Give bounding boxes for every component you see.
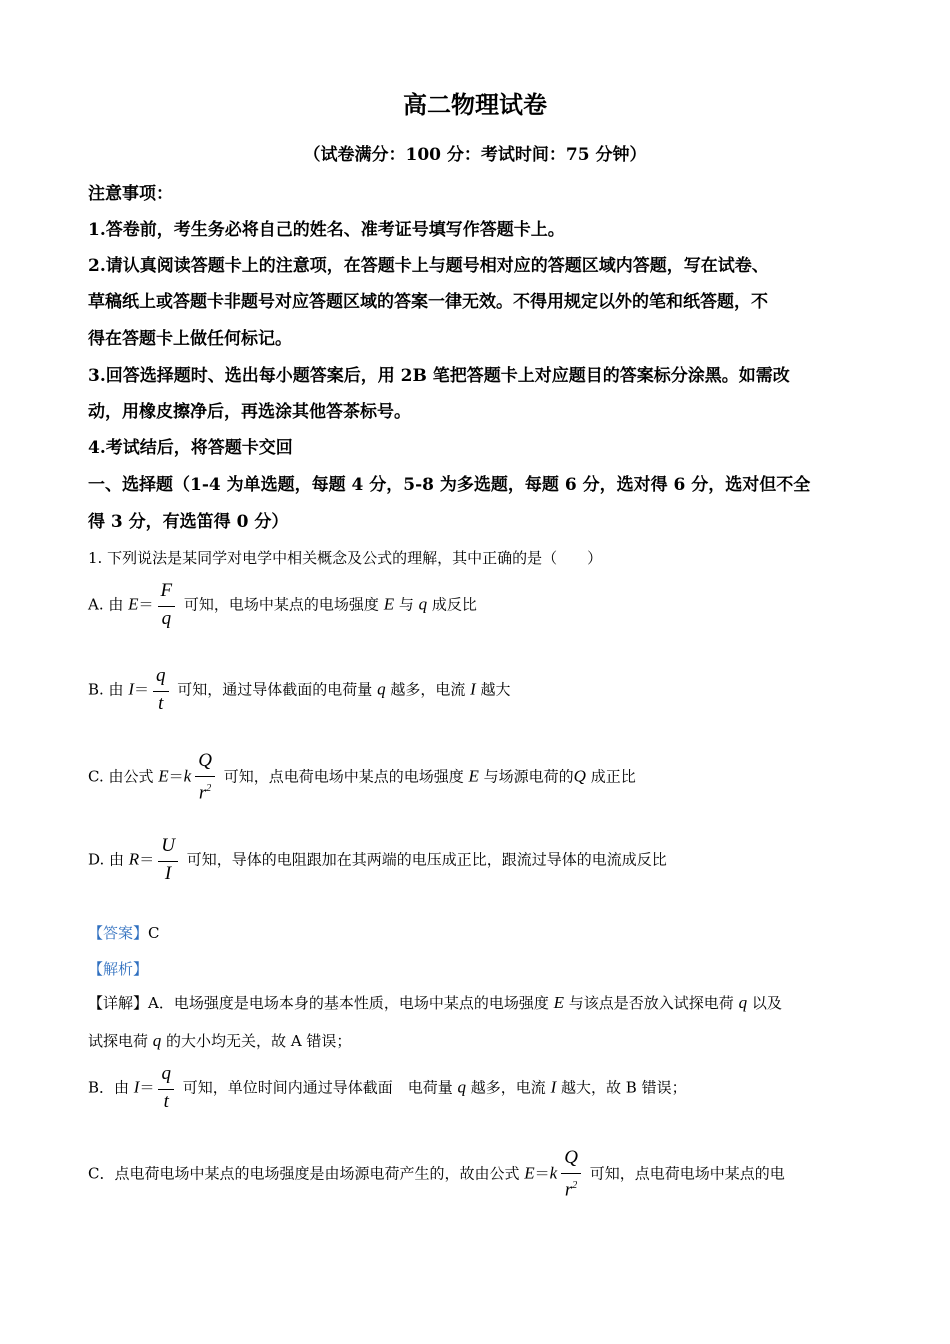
option-c-denominator bbox=[195, 777, 215, 805]
option-c-numerator: Q bbox=[195, 746, 215, 777]
section1-line-2: 得 3 分，有选笛得 0 分） bbox=[88, 512, 289, 532]
detail-a-line-1 bbox=[88, 991, 782, 1015]
option-a-denominator: q bbox=[161, 608, 172, 629]
detail-a-text1: A．电场强度是电场本身的基本性质，电场中某点的电场强度 bbox=[148, 994, 554, 1012]
note-line-1: 1.答卷前，考生务必将自己的姓名、准考证号填写作答题卡上。 bbox=[88, 220, 565, 240]
option-c-prefix: C. 由公式 bbox=[88, 767, 159, 786]
option-a bbox=[88, 578, 477, 633]
answer-label: 【答案】 bbox=[88, 924, 149, 942]
note-line-4: 4.考试结后，将答题卡交回 bbox=[88, 438, 293, 458]
option-c bbox=[88, 748, 636, 807]
detail-a-var2: q bbox=[738, 993, 748, 1012]
option-c-eq: ＝ bbox=[168, 767, 184, 786]
detail-a-text3: 以及 bbox=[747, 994, 782, 1012]
option-a-text2: 与 bbox=[394, 595, 419, 614]
option-d-text1: 可知，导体的电阻跟加在其两端的电压成正比，跟流过导体的电流成反比 bbox=[181, 850, 667, 869]
answer-line bbox=[88, 921, 160, 945]
option-a-var1: E bbox=[383, 594, 395, 614]
detail-b-eq: ＝ bbox=[139, 1078, 155, 1097]
detail-c-den-var: r bbox=[564, 1179, 573, 1201]
detail-b-text3: 越大，故 B 错误； bbox=[556, 1078, 687, 1097]
notes-heading: 注意事项： bbox=[88, 184, 173, 204]
section1-line-1: 一、选择题（1-4 为单选题，每题 4 分，5-8 为多选题，每题 6 分，选对得 6 分，选对但不全 bbox=[88, 475, 811, 495]
option-b-var2: I bbox=[470, 679, 476, 699]
detail-c-eq: ＝ bbox=[534, 1164, 550, 1183]
option-a-eq: ＝ bbox=[138, 595, 154, 614]
detail-c-text1: 可知，点电荷电场中某点的电 bbox=[584, 1164, 785, 1183]
detail-a-text2: 与该点是否放入试探电荷 bbox=[564, 994, 739, 1012]
option-d-numerator: U bbox=[158, 831, 178, 862]
option-b-text1: 可知，通过导体截面的电荷量 bbox=[172, 680, 378, 699]
note-line-2b: 草稿纸上或答题卡非题号对应答题区域的答案一律无效。不得用规定以外的笔和纸答题，不 bbox=[88, 292, 768, 312]
detail-b-prefix: B．由 bbox=[88, 1078, 134, 1097]
option-c-text1: 可知，点电荷电场中某点的电场强度 bbox=[218, 767, 469, 786]
detail-c-numerator: Q bbox=[561, 1143, 581, 1174]
detail-b-denominator: t bbox=[163, 1091, 169, 1112]
option-b-text2: 越多，电流 bbox=[385, 680, 471, 699]
option-b-fraction bbox=[153, 661, 169, 716]
question-1-stem: 1. 下列说法是某同学对电学中相关概念及公式的理解，其中正确的是（ ） bbox=[88, 549, 603, 567]
option-a-lhs: E bbox=[128, 594, 139, 614]
option-c-exponent: 2 bbox=[206, 783, 212, 794]
option-b-lhs: I bbox=[128, 679, 134, 699]
detail-c-k: k bbox=[549, 1163, 558, 1183]
detail-c-lhs: E bbox=[524, 1163, 535, 1183]
option-c-text2: 与场源电荷的 bbox=[478, 767, 574, 786]
option-d-prefix: D. 由 bbox=[88, 850, 129, 869]
option-b-var1: q bbox=[377, 679, 386, 699]
option-a-text1: 可知，电场中某点的电场强度 bbox=[179, 595, 384, 614]
detail-a-var3: q bbox=[152, 1031, 162, 1050]
option-b bbox=[88, 663, 511, 718]
option-c-den-var: r bbox=[198, 782, 207, 804]
option-b-eq: ＝ bbox=[134, 680, 150, 699]
detail-c-prefix: C．点电荷电场中某点的电场强度是由场源电荷产生的，故由公式 bbox=[88, 1164, 525, 1183]
detail-b-numerator: q bbox=[158, 1059, 174, 1090]
option-c-text3: 成正比 bbox=[585, 767, 636, 786]
detail-b-fraction bbox=[158, 1059, 174, 1114]
option-c-var1: E bbox=[468, 766, 479, 786]
option-b-denominator: t bbox=[158, 693, 164, 714]
option-d-fraction bbox=[158, 831, 178, 886]
detail-b-lhs: I bbox=[133, 1077, 140, 1097]
option-c-var2: Q bbox=[573, 766, 586, 786]
option-a-var2: q bbox=[418, 594, 428, 614]
detail-label: 【详解】 bbox=[88, 994, 149, 1012]
exam-subtitle: （试卷满分：100 分：考试时间：75 分钟） bbox=[303, 145, 647, 165]
detail-a-text4: 试探电荷 bbox=[88, 1032, 153, 1050]
option-b-text3: 越大 bbox=[475, 680, 511, 699]
option-d-denominator: I bbox=[164, 863, 172, 884]
detail-b-var2: I bbox=[550, 1077, 557, 1097]
detail-b-text1: 可知，单位时间内通过导体截面 电荷量 bbox=[177, 1078, 458, 1097]
option-b-prefix: B. 由 bbox=[88, 680, 129, 699]
option-c-k: k bbox=[183, 766, 192, 786]
note-line-3b: 动，用橡皮擦净后，再选涂其他答茶标号。 bbox=[88, 402, 411, 422]
detail-b-text2: 越多，电流 bbox=[466, 1078, 551, 1097]
option-b-numerator: q bbox=[153, 661, 169, 692]
detail-c bbox=[88, 1145, 785, 1204]
note-line-2c: 得在答题卡上做任何标记。 bbox=[88, 329, 292, 349]
option-a-numerator: F bbox=[158, 576, 176, 607]
answer-value: C bbox=[148, 924, 160, 942]
note-line-3a: 3.回答选择题时、选出每小题答案后，用 2B 笔把答题卡上对应题目的答案标分涂黑。如需改 bbox=[88, 366, 790, 386]
option-a-prefix: A. 由 bbox=[88, 595, 129, 614]
option-c-lhs: E bbox=[158, 766, 169, 786]
detail-c-exponent: 2 bbox=[572, 1180, 578, 1191]
option-a-text3: 成反比 bbox=[427, 595, 477, 614]
detail-a-text5: 的大小均无关，故 A 错误； bbox=[161, 1032, 352, 1050]
detail-a-var1: E bbox=[553, 993, 565, 1012]
detail-c-fraction bbox=[561, 1143, 581, 1202]
option-c-fraction bbox=[195, 746, 215, 805]
detail-b-var1: q bbox=[457, 1077, 467, 1097]
option-d-eq: ＝ bbox=[139, 850, 155, 869]
detail-a-line-2 bbox=[88, 1029, 351, 1053]
page-title: 高二物理试卷 bbox=[403, 90, 547, 119]
note-line-2a: 2.请认真阅读答题卡上的注意项，在答题卡上与题号相对应的答题区域内答题，写在试卷、 bbox=[88, 256, 769, 276]
detail-b bbox=[88, 1061, 687, 1116]
option-d bbox=[88, 833, 667, 888]
option-a-fraction bbox=[158, 576, 176, 631]
option-d-lhs: R bbox=[128, 849, 140, 869]
detail-c-denominator bbox=[561, 1174, 581, 1202]
analysis-label: 【解析】 bbox=[88, 960, 149, 978]
